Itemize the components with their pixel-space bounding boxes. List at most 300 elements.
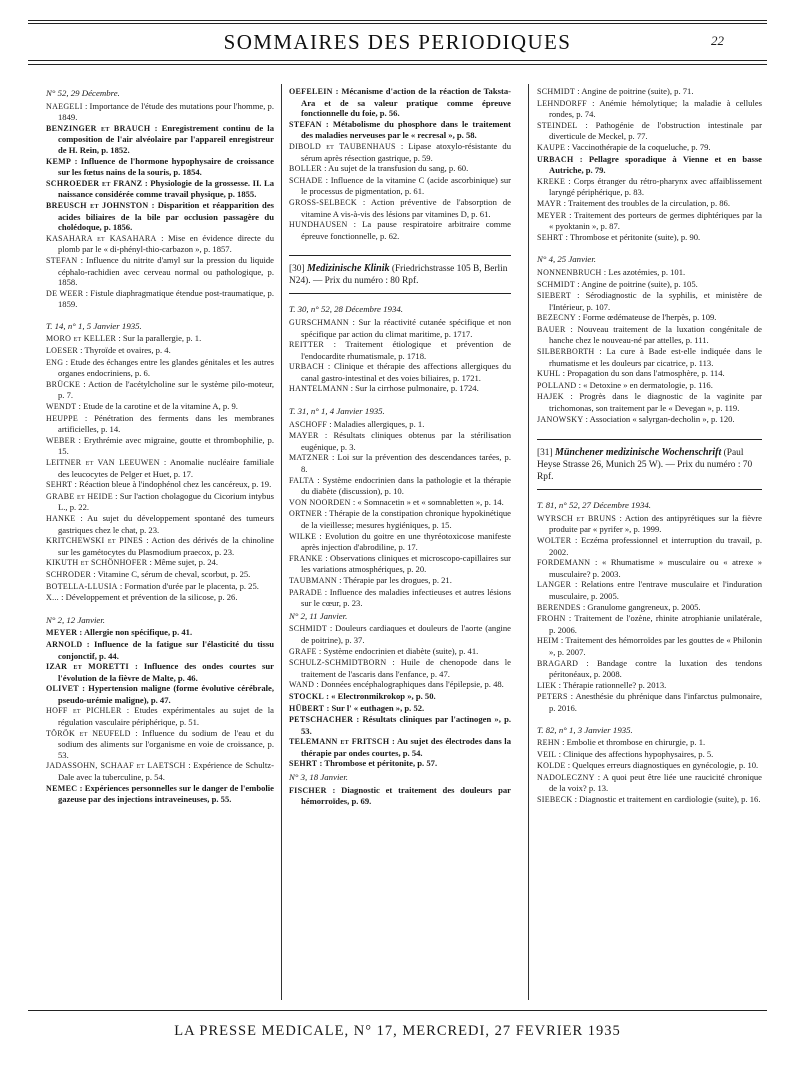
article-entry <box>46 379 274 401</box>
article-author: URBACH <box>289 362 325 372</box>
article-entry <box>46 592 274 604</box>
article-author: STEINDEL <box>537 120 578 130</box>
article-author: HUNDHAUSEN <box>289 220 348 230</box>
article-author: ORTNER <box>289 509 323 519</box>
article-entry <box>537 154 762 176</box>
article-title: : Traitement des hémorroïdes par les gouttes de « Philonin », p. 2007. <box>549 635 762 657</box>
article-author: FORDEMANN <box>537 558 591 568</box>
article-title: : Douleurs cardiaques et douleurs de l'aorte (angine de poitrine), p. 37. <box>301 623 511 645</box>
article-entry <box>289 623 511 645</box>
article-title: : Thrombose et péritonite (suite), p. 90. <box>563 231 701 242</box>
article-entry <box>289 317 511 339</box>
article-entry <box>289 175 511 197</box>
article-title: : La pause respiratoire arbitraire comme épreuve fonctionnelle, p. 62. <box>301 219 511 241</box>
article-title: : Influence de l'hormone hypophysaire de croissance sur les fœtus nains de la souris, p. 1854. <box>58 155 274 178</box>
article-entry <box>289 691 511 703</box>
article-entry <box>289 119 511 141</box>
header-top-rule-2 <box>28 23 767 24</box>
article-author: FISCHER <box>289 785 327 795</box>
article-author: HEIM <box>537 636 559 646</box>
issue-heading: N° 4, 25 Janvier. <box>537 254 596 265</box>
article-author: GRABE et HEIDE <box>46 491 113 501</box>
article-entry <box>46 683 274 705</box>
article-entry <box>46 491 274 513</box>
article-title: : Données encéphalographiques dans l'épilepsie, p. 48. <box>314 679 504 690</box>
article-title: : Traitement des troubles de la circulation, p. 86. <box>561 197 730 208</box>
article-author: REHN <box>537 738 560 748</box>
article-entry <box>289 141 511 163</box>
article-entry <box>537 232 762 244</box>
journal-details: (Paul Heyse Strasse 26, Munich 25 W). — Prix du numéro : 70 Rpf. <box>537 448 753 483</box>
article-title: : Pellagre sporadique à Vienne et en basse Autriche, p. 79. <box>549 153 762 176</box>
article-title: : Corps étranger du rétro-pharynx avec affaiblissement laryngé périphérique, p. 83. <box>549 175 762 198</box>
article-title: : Métabolisme du phosphore dans le traitement des maladies nerveuses par le « recresal », p. 58. <box>301 118 511 141</box>
article-author: STEFAN <box>46 255 78 265</box>
article-entry <box>46 557 274 569</box>
column-divider-2 <box>528 84 529 1000</box>
article-entry <box>46 345 274 357</box>
article-title: : Influence des maladies infectieuses et autres lésions sur le cœur, p. 23. <box>301 586 511 609</box>
article-entry <box>289 508 511 530</box>
article-entry <box>289 86 511 119</box>
article-title: : « Electronmikrokop », p. 50. <box>324 690 436 701</box>
article-title: : Diagnostic et traitement des douleurs par hémorroïdes, p. 69. <box>301 784 511 807</box>
article-title: : Etude de la carotine et de la vitamine A, p. 9. <box>76 401 238 412</box>
article-title: : Forme œdémateuse de l'herpès, p. 109. <box>576 312 717 323</box>
column-divider-1 <box>281 84 282 1000</box>
article-entry <box>289 339 511 361</box>
article-entry <box>537 198 762 210</box>
page-number: 22 <box>711 33 724 48</box>
article-author: SCHMIDT <box>289 624 328 634</box>
article-title: : Nouveau traitement de la luxation congénitale de hanche chez le nouveau-né par attelles, p. 111. <box>549 323 762 346</box>
article-entry <box>46 705 274 727</box>
article-entry <box>537 380 762 392</box>
article-author: NAEGELI <box>46 101 83 111</box>
article-entry <box>537 210 762 232</box>
article-title: : Traitement étiologique et prévention de l'endocardite rhumatismale, p. 1718. <box>301 339 511 361</box>
article-title: : Propagation du son dans l'atmosphère, p. 114. <box>560 368 725 379</box>
article-author: URBACH <box>537 154 574 164</box>
article-author: BEZECNY <box>537 313 576 323</box>
article-title: : Clinique des affections hypophysaires, p. 5. <box>556 748 714 759</box>
article-author: DE WEER <box>46 288 84 298</box>
article-author: WEBER <box>46 435 76 445</box>
article-author: SCHROEDER et FRANZ <box>46 178 143 188</box>
article-entry <box>289 553 511 575</box>
article-author: LANGER <box>537 580 572 590</box>
column-right <box>537 86 762 806</box>
article-author: WOLTER <box>537 536 572 545</box>
article-entry <box>46 178 274 200</box>
article-entry <box>289 383 511 395</box>
article-author: KREKE <box>537 176 566 186</box>
footer-top-rule <box>28 1010 767 1011</box>
article-title: : Loi sur la prévention des descendances tarées, p. 8. <box>301 452 511 475</box>
journal-number: [31] <box>537 448 553 459</box>
article-title: : Action de l'acétylcholine sur le système pilo-moteur, p. 7. <box>58 378 274 401</box>
article-entry <box>289 419 511 431</box>
issue-heading: N° 2, 12 Janvier. <box>46 614 105 625</box>
article-entry <box>289 646 511 658</box>
article-entry <box>46 357 274 379</box>
article-title: : Résultats cliniques par l'actinogen », p. 53. <box>301 714 511 736</box>
article-author: BOLLER <box>289 164 322 174</box>
issue-heading: T. 14, n° 1, 5 Janvier 1935. <box>46 320 142 331</box>
article-title: : Expériences personnelles sur le danger de l'embolie gazeuse par des injections intraveineuses, p. 55. <box>58 782 274 805</box>
article-author: WAND <box>289 680 315 690</box>
article-author: KAUPE <box>537 142 566 152</box>
article-author: BRAGARD <box>537 658 579 668</box>
article-title: : Clinique et thérapie des affections allergiques du canal gastro-intestinal et des voies biliaires, p. 1721. <box>301 361 511 383</box>
article-title: : Au sujet du développement spontané des tumeurs gastriques chez le chat, p. 23. <box>58 512 274 535</box>
article-title: : Résultats cliniques obtenus par la stérilisation eugénique, p. 3. <box>301 430 511 452</box>
article-title: : Angine de poitrine (suite), p. 71. <box>575 86 694 96</box>
article-title: : Influence de la vitamine C (acide ascorbinique) sur le processus de pigmentation, p. 61. <box>301 174 511 197</box>
article-author: X... <box>46 593 59 603</box>
article-author: REITTER <box>289 340 324 350</box>
article-entry <box>289 430 511 452</box>
article-entry <box>537 279 762 291</box>
article-entry <box>289 703 511 715</box>
article-title: : Vaccinothérapie de la coqueluche, p. 79. <box>565 141 711 152</box>
article-author: BRÜCKE <box>46 379 81 389</box>
article-entry <box>537 749 762 761</box>
article-title: : Expérience de Schultz-Dale avec la tuberculine, p. 54. <box>58 760 274 783</box>
article-entry <box>537 290 762 312</box>
article-title: : Diagnostic et traitement en cardiologie (suite), p. 16. <box>572 794 761 805</box>
article-entry <box>289 197 511 219</box>
article-title: : Erythrémie avec migraine, goutte et thrombophilie, p. 15. <box>58 434 274 457</box>
article-entry <box>537 368 762 380</box>
article-title: : Réaction bleue à l'indophénol chez les cancéreux, p. 19. <box>72 479 272 490</box>
article-entry <box>46 288 274 310</box>
article-title: : Quelques erreurs diagnostiques en gynécologie, p. 10. <box>565 760 759 771</box>
article-entry <box>537 579 762 601</box>
article-entry <box>289 497 511 509</box>
article-entry <box>537 691 762 713</box>
footer-publication-line: LA PRESSE MEDICALE, N° 17, MERCREDI, 27 FEVRIER 1935 <box>174 1023 621 1039</box>
article-title: : Influence du sodium de l'eau et du sodium des aliments sur l'organisme en voie de croissance, p. 53. <box>58 727 274 760</box>
article-author: LEHNDORFF <box>537 98 587 108</box>
article-title: : Allergie non spécifique, p. 41. <box>77 627 193 638</box>
article-entry <box>537 602 762 614</box>
article-entry <box>46 457 274 479</box>
article-author: MEYER <box>537 210 567 220</box>
article-title: : Relations entre l'entrave musculaire et l'induration musculaire, p. 2005. <box>549 579 762 601</box>
article-title: : Association « salyrgan-decholin », p. 120. <box>583 413 735 424</box>
article-entry <box>46 333 274 345</box>
article-title: : Formation d'urée par le placenta, p. 25. <box>117 580 259 591</box>
article-author: SEHRT <box>289 759 318 769</box>
article-entry <box>537 613 762 635</box>
issue-heading: N° 3, 18 Janvier. <box>289 772 348 783</box>
article-author: SILBERBORTH <box>537 347 595 357</box>
article-author: FROHN <box>537 614 566 624</box>
article-author: FRANKE <box>289 553 323 563</box>
article-entry <box>537 760 762 772</box>
article-author: HEUPPE <box>46 413 79 423</box>
article-entry <box>537 98 762 120</box>
article-author: NONNENBRUCH <box>537 267 602 277</box>
article-author: TELEMANN et FRITSCH <box>289 737 390 747</box>
article-title: : Influence de la fatigue sur l'élasticité du tissu conjonctif, p. 44. <box>58 638 274 661</box>
journal-name: Medizinische Klinik <box>306 263 390 275</box>
article-title: : A quoi peut être liée une raucicité chronique de la voix? p. 13. <box>549 771 762 794</box>
section-gap <box>289 395 511 404</box>
article-title: : Influence des ondes courtes sur l'évolution de la fièvre de Malte, p. 46. <box>58 661 274 683</box>
article-author: IZAR et MORETTI <box>46 662 129 672</box>
article-author: GROSS-SELBECK <box>289 197 357 207</box>
article-author: GRAFE <box>289 646 317 656</box>
article-author: HOFF et PICHLER <box>46 706 122 716</box>
article-title: : Les azotémies, p. 101. <box>601 266 686 277</box>
article-title: : Enregistrement continu de la composition de l'air alvéolaire par l'appareil enregistreur de H. Rein, p. 1852. <box>58 122 274 155</box>
article-entry <box>537 680 762 692</box>
article-title: : Evolution du goitre en une thyréotoxicose manifeste après injection d'abrodiline, p. 17. <box>301 530 511 553</box>
article-title: : Au sujet des électrodes dans la thérapie par ondes courtes, p. 54. <box>301 736 511 758</box>
article-author: KEMP <box>46 156 72 166</box>
header-bottom-rule-2 <box>28 64 767 65</box>
issue-heading: T. 30, n° 52, 28 Décembre 1934. <box>289 304 403 315</box>
article-entry <box>537 86 762 98</box>
article-entry <box>46 783 274 805</box>
article-entry <box>46 413 274 435</box>
article-title: : Thrombose et péritonite, p. 57. <box>317 758 438 769</box>
article-entry <box>46 661 274 683</box>
article-title: : Action préventive de l'absorption de vitamine A vis-à-vis des lésions par vitamines D, p. 61. <box>301 196 511 219</box>
article-author: POLLAND <box>537 380 577 390</box>
article-author: PARADE <box>289 587 323 597</box>
article-title: : Thyroïde et ovaires, p. 4. <box>78 345 171 356</box>
article-entry <box>46 101 274 123</box>
article-title: : Système endocrinien et diabète (suite), p. 41. <box>316 645 479 656</box>
article-entry <box>537 120 762 142</box>
article-title: : Physiologie de la grossesse. II. La naissance considérée comme travail physique, p. 1855. <box>58 177 274 200</box>
article-title: : Thérapie par les drogues, p. 21. <box>336 574 452 585</box>
article-author: SCHULZ-SCHMIDTBORN <box>289 658 387 668</box>
article-title: : Traitement de l'ozène, rhinite atrophianie unilatérale, p. 2006. <box>549 613 762 635</box>
article-title: : Vitamine C, sérum de cheval, scorbut, p. 25. <box>91 568 251 579</box>
article-title: : Sur l'action cholagogue du Cicorium intybus L., p. 22. <box>58 490 274 513</box>
article-title: : Thérapie rationnelle? p. 2013. <box>556 679 667 690</box>
article-entry <box>537 557 762 579</box>
article-entry <box>46 728 274 761</box>
article-author: HÜBERT <box>289 703 325 713</box>
article-entry <box>46 435 274 457</box>
article-author: FALTA <box>289 475 315 485</box>
article-title: : Sur la cirrhose pulmonaire, p. 1724. <box>348 383 479 394</box>
article-author: ENG <box>46 357 64 367</box>
article-entry <box>46 581 274 593</box>
article-title: : Hypertension maligne (forme évolutive cérébrale, pseudo-urémie maligne), p. 47. <box>58 683 274 705</box>
article-author: WENDT <box>46 402 77 412</box>
article-author: MORO et KELLER <box>46 334 117 344</box>
article-title: : Mise en évidence directe du plomb par le « di-phényl-thio-carbazon », p. 1857. <box>58 232 274 255</box>
article-entry <box>537 391 762 413</box>
header-bottom-rule <box>28 60 767 61</box>
article-title: : Etudes expérimentales au sujet de la régulation vasculaire périphérique, p. 51. <box>58 705 274 728</box>
article-title: : Eczéma professionnel et interruption du travail, p. 2002. <box>549 535 762 557</box>
article-author: OLIVET <box>46 684 79 694</box>
article-author: SIEBERT <box>537 291 572 301</box>
article-title: : Sur la parallergie, p. 1. <box>116 333 202 344</box>
article-author: DIBOLD et TAUBENHAUS <box>289 141 396 151</box>
journal-number: [30] <box>289 264 305 275</box>
article-author: KIKUTH et SCHÖNHOFER <box>46 558 148 568</box>
article-title: : La cure à Bade est-elle indiquée dans le rhumatisme et les douleurs par cicatrice, p. 113. <box>549 346 762 368</box>
article-title: : Thérapie de la constipation chronique hypokinétique de la vieillesse; mesures hygiéniques, p. 15. <box>301 508 511 530</box>
section-gap <box>46 310 274 319</box>
article-title: : Importance de l'étude des mutations pour l'homme, p. 1849. <box>58 100 274 123</box>
article-author: HAJEK <box>537 392 564 402</box>
article-entry <box>46 760 274 782</box>
section-gap <box>46 604 274 613</box>
article-title: : Granulome gangreneux, p. 2005. <box>580 601 701 612</box>
article-author: PETERS <box>537 692 568 702</box>
article-author: TÖRÖK et NEUFELD <box>46 728 131 738</box>
header-top-rule <box>28 20 767 21</box>
article-author: VEIL <box>537 749 557 759</box>
article-title: : Sérodiagnostic de la syphilis, et ministère de l'Intérieur, p. 107. <box>549 290 762 312</box>
article-title: : Système endocrinien dans la pathologie et la thérapie du diabète (discussion), p. 10. <box>301 474 511 497</box>
article-title: : Fistule diaphragmatique étendue post-traumatique, p. 1859. <box>58 287 274 310</box>
article-author: ARNOLD <box>46 639 83 649</box>
article-title: : « Detoxine » en dermatologie, p. 116. <box>576 379 713 390</box>
article-entry <box>289 587 511 609</box>
article-title: : Au sujet de la transfusion du sang, p. 60. <box>321 163 469 174</box>
article-entry <box>289 736 511 758</box>
article-title: : Anémie hémolytique; la maladie à cellules rondes, p. 74. <box>549 97 762 120</box>
article-entry <box>46 156 274 178</box>
article-title: : Anomalie nucléaire familiale des leucocytes de Pelger et Huet, p. 17. <box>58 457 274 479</box>
article-author: TAUBMANN <box>289 575 337 585</box>
article-entry <box>537 267 762 279</box>
article-entry <box>537 513 762 535</box>
article-entry <box>46 479 274 491</box>
article-author: MAYER <box>289 431 319 441</box>
article-author: HANKE <box>46 513 76 523</box>
article-entry <box>46 123 274 156</box>
article-entry <box>537 535 762 557</box>
article-entry <box>289 531 511 553</box>
article-entry <box>289 361 511 383</box>
article-author: NEMEC <box>46 783 78 793</box>
article-title: : Action des antipyrétiques sur la fièvre produite par « pyrifer », p. 1999. <box>549 512 762 535</box>
article-author: STEFAN <box>289 119 322 129</box>
article-author: BREUSCH et JOHNSTON <box>46 200 149 210</box>
article-author: MEYER <box>46 628 78 638</box>
article-author: BENZINGER et BRAUCH <box>46 123 151 133</box>
article-entry <box>46 255 274 288</box>
article-author: NADOLECZNY <box>537 772 595 782</box>
article-author: GURSCHMANN <box>289 317 349 327</box>
article-title: : Pathogénie de l'obstruction intestinale par diverticule de Meckel, p. 77. <box>549 119 762 142</box>
article-entry <box>289 475 511 497</box>
article-entry <box>289 657 511 679</box>
journal-heading <box>537 439 762 490</box>
article-title: : Sur la réactivité cutanée spécifique et non spécifique par action du climat maritime, p. 1717. <box>301 316 511 339</box>
article-entry <box>537 324 762 346</box>
article-title: : Lipase atoxylo-résistante du sérum après résection gastrique, p. 59. <box>301 140 511 163</box>
article-author: LIEK <box>537 680 557 690</box>
article-entry <box>289 219 511 241</box>
article-author: KASAHARA et KASAHARA <box>46 233 157 243</box>
article-author: BOTELLA-LLUSIA <box>46 581 118 591</box>
article-author: SCHMIDT <box>537 87 576 96</box>
article-entry <box>537 794 762 806</box>
article-entry <box>537 737 762 749</box>
article-title: : Maladies allergiques, p. 1. <box>327 418 425 429</box>
article-title: : Disparition et réapparition des acides biliaires de la bile par occlusion passagère du cholédoque, p. 1856. <box>58 199 274 233</box>
article-entry <box>46 627 274 639</box>
article-author: JANOWSKY <box>537 414 584 424</box>
article-title: : Etude des échanges entre les glandes génitales et les autres organes endocriniens, p. 6. <box>58 356 274 379</box>
article-author: JADASSOHN, SCHAAF et LAETSCH <box>46 761 186 771</box>
article-author: ASCHOFF <box>289 419 328 429</box>
article-title: : Progrès dans le diagnostic de la vaginite par trichomonas, son traitement par le « Devegan », p. 119. <box>549 391 762 414</box>
issue-heading: N° 2, 11 Janvier. <box>289 610 348 621</box>
section-gap <box>537 243 762 252</box>
article-entry <box>537 176 762 198</box>
article-author: PETSCHACHER <box>289 715 354 725</box>
article-author: WYRSCH et BRUNS <box>537 513 617 523</box>
article-author: MAYR <box>537 198 562 208</box>
article-author: VON NOORDEN <box>289 497 351 507</box>
article-title: : Bandage contre la luxation des tendons péritonéaux, p. 2008. <box>549 657 762 680</box>
article-entry <box>46 513 274 535</box>
article-author: BAUER <box>537 324 566 334</box>
article-title: : Observations cliniques et microscopo-capillaires sur les variations atmosphériques, p. 20. <box>301 552 511 575</box>
article-entry <box>537 772 762 794</box>
article-entry <box>46 200 274 233</box>
article-title: : Huile de chenopode dans le traitement de l'ascaris dans l'enfance, p. 47. <box>301 657 511 679</box>
article-entry <box>289 163 511 175</box>
article-author: SEHRT <box>46 480 73 490</box>
article-author: OEFELEIN <box>289 87 333 96</box>
article-title: : Mécanisme d'action de la réaction de Taksta-Ara et de sa valeur pratique comme épreuve fonctionnelle du foie, p. 56. <box>301 86 511 119</box>
article-author: HANTELMANN <box>289 384 349 394</box>
article-entry <box>289 452 511 474</box>
article-author: KRITCHEWSKI et PINES <box>46 536 143 546</box>
article-title: : Traitement des porteurs de germes diphtériques par la « pyoktanin », p. 87. <box>549 209 762 232</box>
column-middle <box>289 86 511 807</box>
article-title: : Action des dérivés de la chinoline sur les gamétocytes du Plasmodium praecox, p. 23. <box>58 535 274 557</box>
article-entry <box>46 401 274 413</box>
article-author: STOCKL <box>289 691 324 701</box>
article-author: MATZNER <box>289 453 329 463</box>
journal-heading <box>289 255 511 294</box>
article-title: : Pénétration des ferments dans les membranes artificielles, p. 14. <box>58 412 274 435</box>
article-title: : Même sujet, p. 24. <box>147 557 218 568</box>
article-entry <box>289 785 511 807</box>
issue-heading: T. 31, n° 1, 4 Janvier 1935. <box>289 406 385 417</box>
journal-details: (Friedrichstrasse 105 B, Berlin N24). — Prix du numéro : 80 Rpf. <box>289 264 508 287</box>
article-author: KUHL <box>537 369 561 379</box>
article-entry <box>46 569 274 581</box>
article-author: WILKE <box>289 531 317 541</box>
article-entry <box>46 233 274 255</box>
article-entry <box>537 312 762 324</box>
article-entry <box>289 679 511 691</box>
issue-heading: T. 81, n° 52, 27 Décembre 1934. <box>537 500 651 511</box>
article-author: BERENDES <box>537 602 581 612</box>
article-entry <box>537 346 762 368</box>
article-author: SEHRT <box>537 232 564 242</box>
section-gap <box>537 714 762 723</box>
article-title: : Angine de poitrine (suite), p. 105. <box>575 278 698 289</box>
article-entry <box>537 414 762 426</box>
